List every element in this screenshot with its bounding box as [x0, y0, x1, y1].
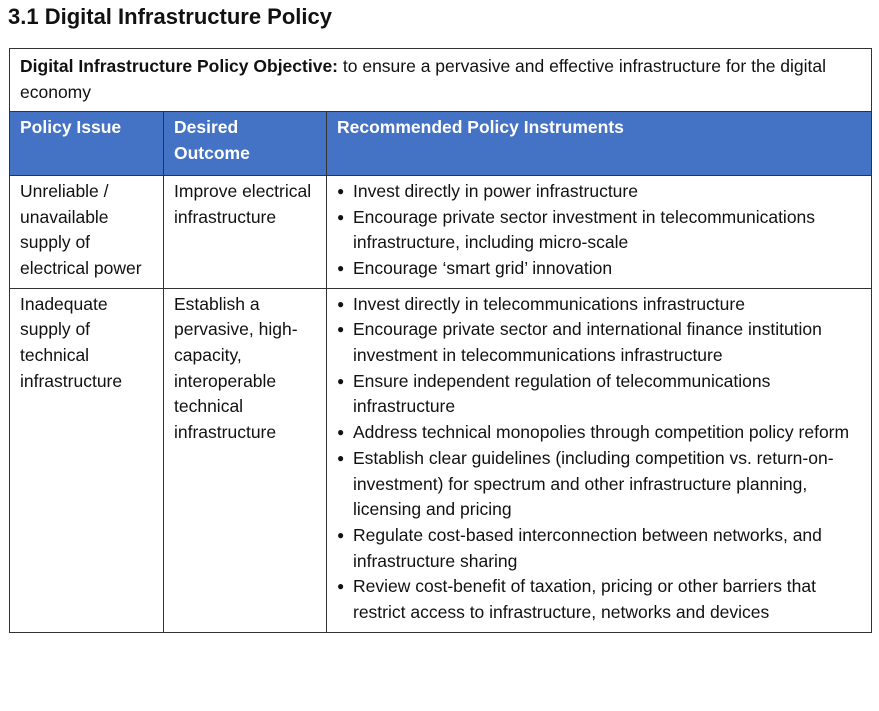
table-header-row: [10, 112, 872, 175]
objective-text: to ensure a pervasive and effective infrastructure for the digital economy: [20, 56, 827, 102]
objective-cell: [10, 49, 872, 112]
instrument-item: ● Address technical monopolies through competition policy reform: [337, 420, 861, 446]
section-title: 3.1 Digital Infrastructure Policy: [8, 4, 332, 29]
instrument-item: ● Encourage ‘smart grid’ innovation: [337, 256, 861, 282]
instruments-cell: [327, 175, 872, 288]
instrument-item: ● Regulate cost-based interconnection between networks, and infrastructure sharing: [337, 523, 861, 574]
instrument-item: ● Invest directly in telecommunications infrastructure: [337, 292, 861, 318]
instrument-item: ● Review cost-benefit of taxation, pricing or other barriers that restrict access to infrastructure, networks and devices: [337, 574, 861, 625]
desired-outcome-cell: Establish a pervasive, high-capacity, interoperable technical infrastructure: [164, 288, 327, 632]
policy-issue-cell: Unreliable / unavailable supply of electrical power: [10, 175, 164, 288]
table-row: [10, 175, 872, 288]
instrument-item: ● Encourage private sector and international finance institution investment in telecommunications infrastructure: [337, 317, 861, 368]
instrument-item: ● Encourage private sector investment in telecommunications infrastructure, including micro-scale: [337, 205, 861, 256]
instrument-item: ● Establish clear guidelines (including competition vs. return-on-investment) for spectrum and other infrastructure planning, licensing and pricing: [337, 446, 861, 523]
objective-label: Digital Infrastructure Policy Objective:: [20, 56, 338, 76]
instrument-list: [337, 179, 861, 282]
header-policy-issue: Policy Issue: [10, 112, 164, 175]
header-desired-outcome: Desired Outcome: [164, 112, 327, 175]
policy-table: [9, 48, 872, 633]
instrument-list: [337, 292, 861, 626]
instrument-item: ● Invest directly in power infrastructure: [337, 179, 861, 205]
header-recommended-instruments: Recommended Policy Instruments: [327, 112, 872, 175]
policy-issue-cell: Inadequate supply of technical infrastructure: [10, 288, 164, 632]
table-row: [10, 288, 872, 632]
instrument-item: ● Ensure independent regulation of telecommunications infrastructure: [337, 369, 861, 420]
instruments-cell: [327, 288, 872, 632]
desired-outcome-cell: Improve electrical infrastructure: [164, 175, 327, 288]
objective-row: [10, 49, 872, 112]
